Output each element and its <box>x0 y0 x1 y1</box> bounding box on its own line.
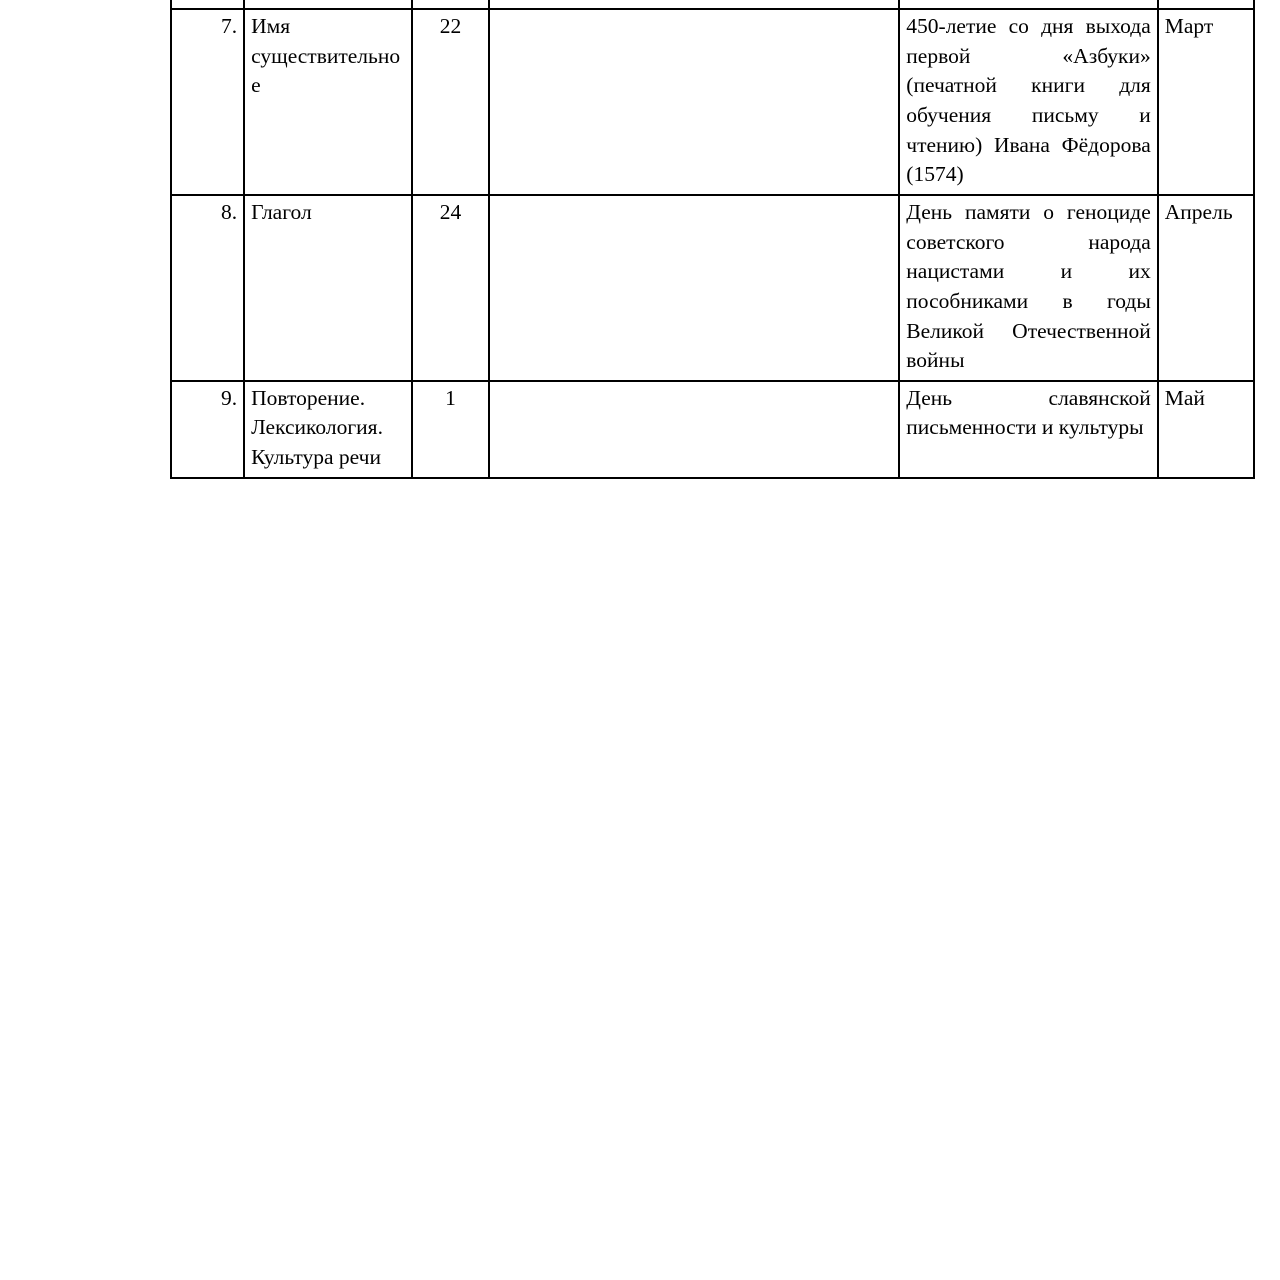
table-row <box>171 9 1254 195</box>
row-topic-cell <box>244 0 412 9</box>
row-number-cell: 8. <box>171 195 244 381</box>
row-event-cell: День памяти о геноциде советского народа нацистами и их пособниками в годы Великой Отечественной войны <box>899 195 1157 381</box>
table-row <box>171 195 1254 381</box>
row-event-cell: 450-летие со дня выхода первой «Азбуки» (печатной книги для обучения письму и чтению) Ивана Фёдорова (1574) <box>899 9 1157 195</box>
row-month-cell: Март <box>1158 9 1254 195</box>
row-month-cell: Май <box>1158 381 1254 478</box>
row-month-cell <box>1158 0 1254 9</box>
row-number-cell: 9. <box>171 381 244 478</box>
lesson-plan-table <box>170 0 1255 479</box>
table-row <box>171 0 1254 9</box>
row-hours-cell <box>412 0 488 9</box>
row-event-cell <box>899 0 1157 9</box>
row-blank-cell <box>489 381 900 478</box>
row-hours-cell: 1 <box>412 381 488 478</box>
table-row <box>171 381 1254 478</box>
row-blank-cell <box>489 195 900 381</box>
row-topic-cell: Имя существительное <box>244 9 412 195</box>
row-topic-cell: Повторение. Лексикология. Культура речи <box>244 381 412 478</box>
row-number-cell <box>171 0 244 9</box>
row-hours-cell: 24 <box>412 195 488 381</box>
row-topic-cell: Глагол <box>244 195 412 381</box>
row-hours-cell: 22 <box>412 9 488 195</box>
row-blank-cell <box>489 0 900 9</box>
row-number-cell: 7. <box>171 9 244 195</box>
row-month-cell: Апрель <box>1158 195 1254 381</box>
row-event-cell: День славянской письменности и культуры <box>899 381 1157 478</box>
row-blank-cell <box>489 9 900 195</box>
